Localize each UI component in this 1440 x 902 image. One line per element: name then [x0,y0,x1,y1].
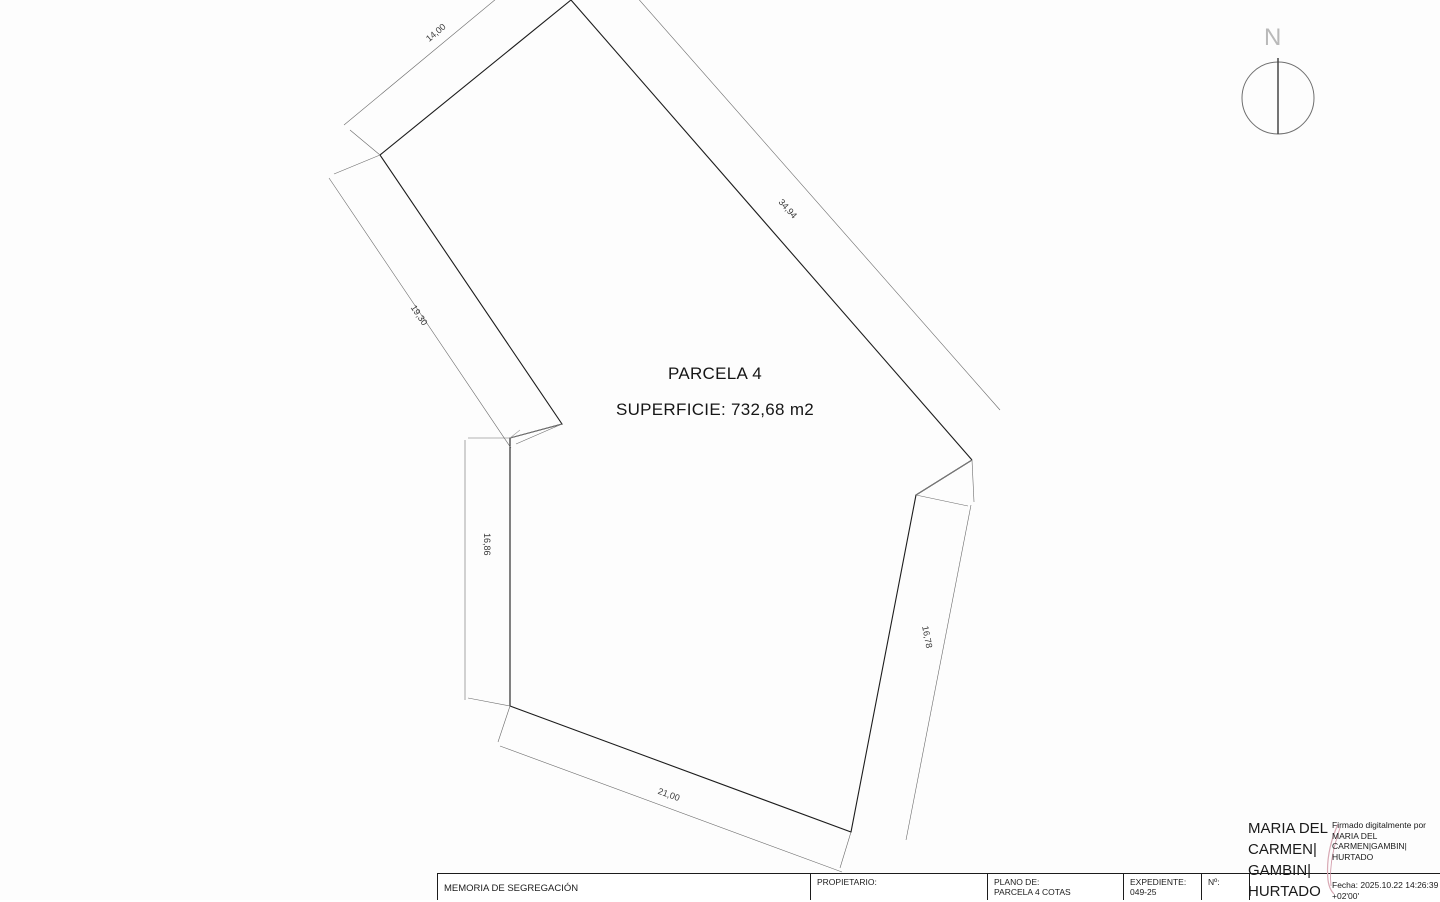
title-block-expediente-cell [1124,874,1202,900]
signature-name: MARIA DEL CARMEN| GAMBIN| HURTADO [1248,820,1328,900]
plano-label: PLANO DE: [994,877,1040,887]
dimension-line-top-left [344,0,571,155]
expediente-value: 049-25 [1130,887,1157,897]
dimension-line-left-lower [465,438,510,706]
title-block-plano-cell [988,874,1124,900]
expediente-label: EXPEDIENTE: [1130,877,1187,887]
dimension-label-top-left-edge: 14,00 [424,21,448,44]
dimension-line-left-upper [329,155,562,448]
plano-value: PARCELA 4 COTAS [994,887,1071,897]
signature-date: Fecha: 2025.10.22 14:26:39 +02'00' [1332,880,1439,901]
north-arrow-icon [1236,20,1326,160]
parcel-name-label: PARCELA 4 [667,364,763,383]
title-block-memoria-cell [438,874,811,900]
dimension-label-left-lower-edge: 16,86 [482,533,492,556]
dimension-label-upper-right-edge: 34,94 [776,197,800,221]
digital-signature-stamp [1248,818,1440,900]
parcel-area-label: SUPERFICIE: 732,68 m2 [615,400,815,419]
dimension-line-right-lower [906,460,974,840]
construction-lines [510,424,972,495]
memoria-label: MEMORIA DE SEGREGACIÓN [444,882,579,894]
dimension-label-left-upper-edge: 19,30 [408,303,430,328]
dimension-label-right-lower-edge: 16,78 [920,625,935,650]
dimension-label-bottom-edge: 21,00 [656,786,682,804]
propietario-label: PROPIETARIO: [817,877,877,887]
numero-label: Nº: [1208,877,1220,887]
dimension-line-upper-right [613,0,1000,410]
signature-detail: Firmado digitalmente por MARIA DEL CARMEN|GAMBIN| HURTADO [1332,820,1427,862]
title-block-propietario-cell [811,874,988,900]
title-block-numero-cell [1202,874,1250,900]
north-letter: N [1264,24,1282,51]
dimension-line-bottom [498,706,851,872]
